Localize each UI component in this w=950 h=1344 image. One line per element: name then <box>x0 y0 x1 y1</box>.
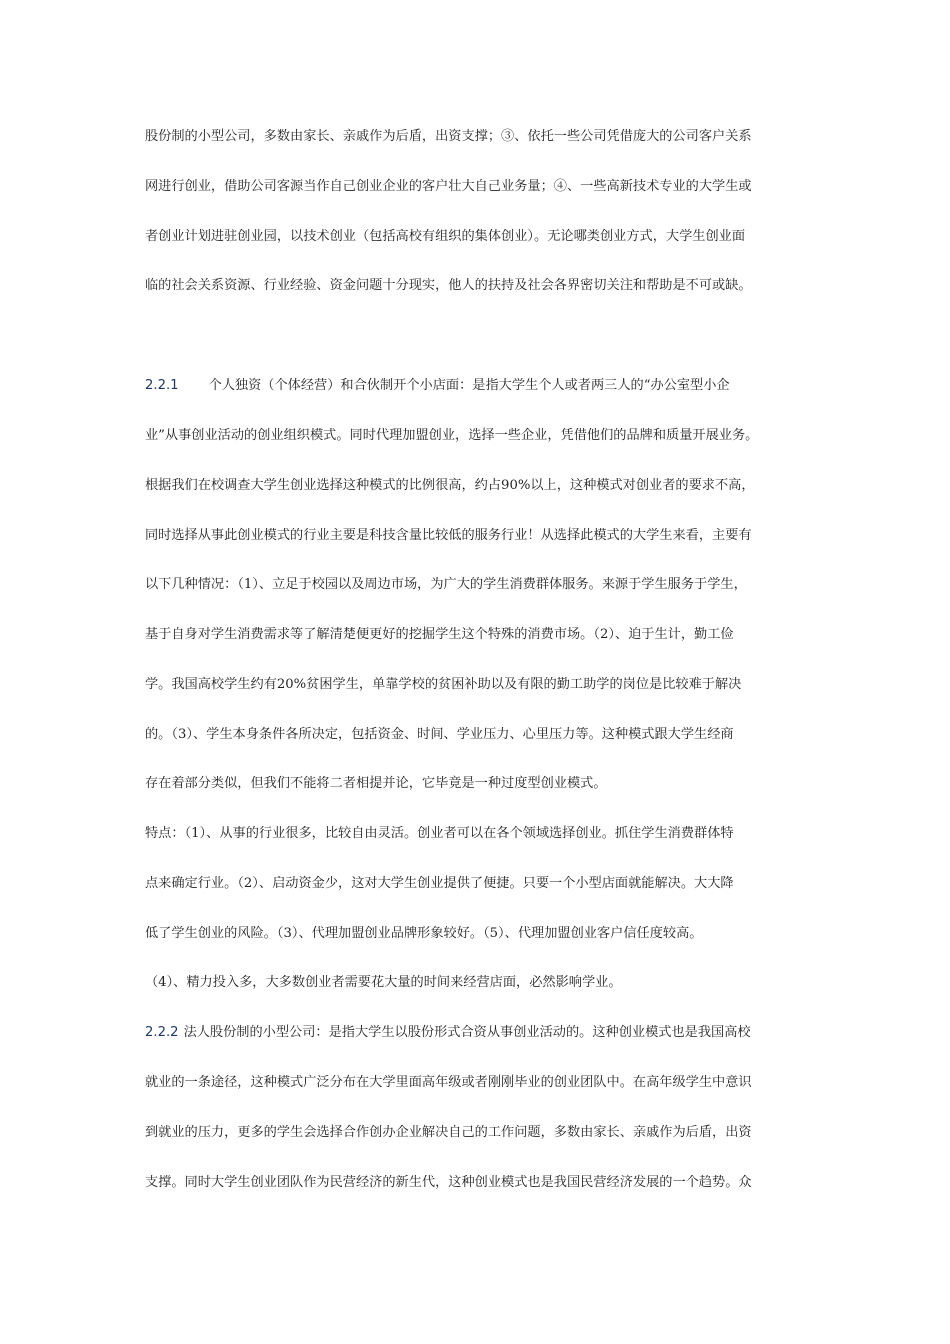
section-221-number: 2.2.1 <box>145 378 179 393</box>
section-221-heading-text: 个人独资（个体经营）和合伙制开个小店面：是指大学生个人或者两三人的“办公室型小企 <box>208 378 730 393</box>
section-221-line-1 <box>145 377 730 395</box>
section-221-line-8: 的。（3）、学生本身条件各所决定，包括资金、时间、学业压力、心里压力等。这种模式跟大学生经商 <box>145 727 734 742</box>
section-221-line-3: 根据我们在校调查大学生创业选择这种模式的比例很高，约占90%以上，这种模式对创业者的要求不高， <box>145 478 755 493</box>
section-221-line-2: 业”从事创业活动的创业组织模式。同时代理加盟创业，选择一些企业，凭借他们的品牌和质量开展业务。 <box>145 428 759 443</box>
section-221-line-9: 存在着部分类似，但我们不能将二者相提并论，它毕竟是一种过度型创业模式。 <box>145 776 607 791</box>
features-line-4: （4）、精力投入多，大多数创业者需要花大量的时间来经营店面，必然影响学业。 <box>145 975 622 990</box>
section-221-line-5: 以下几种情况：（1）、立足于校园以及周边市场，为广大的学生消费群体服务。来源于学生服务于学生， <box>145 577 747 592</box>
section-221-line-6: 基于自身对学生消费需求等了解清楚便更好的挖掘学生这个特殊的消费市场。（2）、迫于生计，勤工俭 <box>145 627 734 642</box>
intro-line-1: 股份制的小型公司，多数由家长、亲戚作为后盾，出资支撑；③、依托一些公司凭借庞大的公司客户关系 <box>145 129 752 144</box>
section-222-line-1 <box>145 1024 751 1042</box>
intro-line-2: 网进行创业，借助公司客源当作自己创业企业的客户壮大自己业务量；④、一些高新技术专业的大学生或 <box>145 179 752 194</box>
section-221-line-4: 同时选择从事此创业模式的行业主要是科技含量比较低的服务行业！从选择此模式的大学生来看，主要有 <box>145 528 752 543</box>
section-222-heading-text: 法人股份制的小型公司：是指大学生以股份形式合资从事创业活动的。这种创业模式也是我国高校 <box>183 1025 751 1040</box>
features-line-3: 低了学生创业的风险。（3）、代理加盟创业品牌形象较好。（5）、代理加盟创业客户信任度较高。 <box>145 926 703 941</box>
features-line-2: 点来确定行业。（2）、启动资金少，这对大学生创业提供了便捷。只要一个小型店面就能解决。大大降 <box>145 876 734 891</box>
intro-line-4: 临的社会关系资源、行业经验、资金问题十分现实，他人的扶持及社会各界密切关注和帮助是不可或缺。 <box>145 278 752 293</box>
section-222-line-3: 到就业的压力，更多的学生会选择合作创办企业解决自己的工作问题，多数由家长、亲戚作为后盾，出资 <box>145 1125 752 1140</box>
section-221-line-7: 学。我国高校学生约有20%贫困学生，单靠学校的贫困补助以及有限的勤工助学的岗位是比较难于解决 <box>145 677 742 692</box>
section-222-line-2: 就业的一条途径，这种模式广泛分布在大学里面高年级或者刚刚毕业的创业团队中。在高年级学生中意识 <box>145 1075 752 1090</box>
features-line-1: 特点：（1）、从事的行业很多，比较自由灵活。创业者可以在各个领域选择创业。抓住学生消费群体特 <box>145 826 734 841</box>
section-222-number: 2.2.2 <box>145 1025 179 1040</box>
intro-line-3: 者创业计划进驻创业园，以技术创业（包括高校有组织的集体创业）。无论哪类创业方式，大学生创业面 <box>145 229 746 244</box>
section-222-line-4: 支撑。同时大学生创业团队作为民营经济的新生代，这种创业模式也是我国民营经济发展的一个趋势。众 <box>145 1175 752 1190</box>
